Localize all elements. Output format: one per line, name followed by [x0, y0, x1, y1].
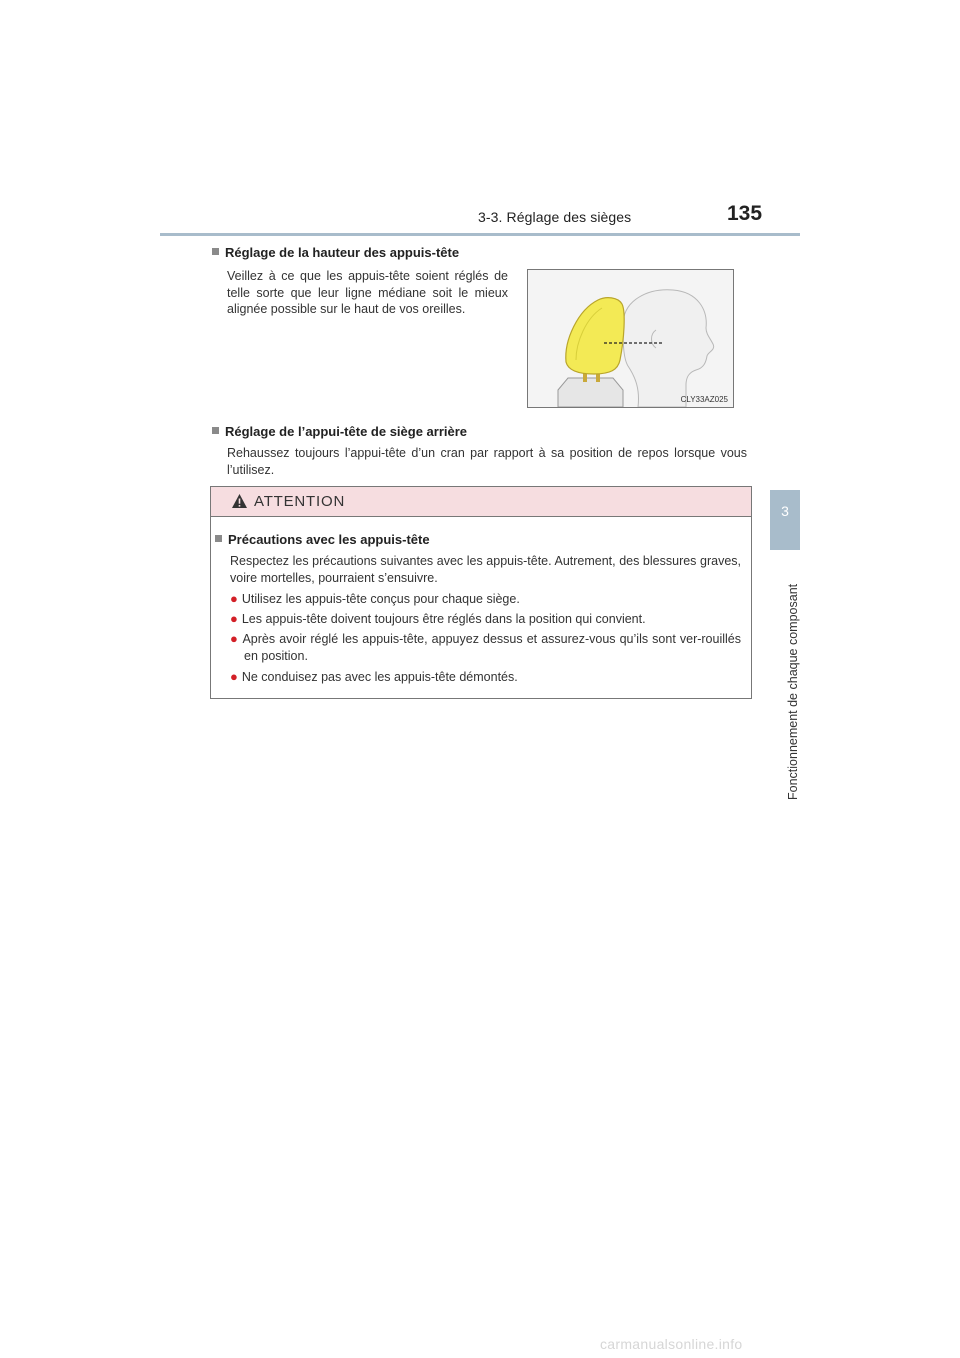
caution-bullet: ● Après avoir réglé les appuis-tête, appuyez dessus et assurez-vous qu’ils sont ver-rouillés en position.	[230, 631, 741, 663]
caution-bullet: ● Utilisez les appuis-tête conçus pour chaque siège.	[230, 591, 520, 606]
square-bullet-icon	[212, 248, 219, 255]
caution-header	[211, 487, 751, 517]
caution-box	[210, 486, 752, 699]
chapter-number: 3	[781, 503, 789, 519]
caution-title: ATTENTION	[254, 493, 346, 510]
headrest-illustration	[527, 269, 734, 408]
chapter-tab	[770, 490, 800, 550]
headrest-diagram	[528, 270, 733, 407]
section-title: 3-3. Réglage des sièges	[478, 209, 632, 225]
section-body-rear: Rehaussez toujours l’appui-tête d’un cran par rapport à sa position de repos lorsque vous l’utilisez.	[227, 446, 747, 477]
round-bullet-icon: ●	[230, 669, 238, 684]
round-bullet-icon: ●	[230, 631, 239, 646]
figure-code: CLY33AZ025	[680, 395, 728, 404]
square-bullet-icon	[212, 427, 219, 434]
caution-subheading: Précautions avec les appuis-tête	[215, 532, 430, 547]
section-heading-rear: Réglage de l’appui-tête de siège arrière	[212, 424, 467, 439]
round-bullet-icon: ●	[230, 591, 238, 606]
section-body-height: Veillez à ce que les appuis-tête soient réglés de telle sorte que leur ligne médiane soit le mieux alignée possible sur le haut de vos oreilles.	[227, 269, 508, 316]
watermark: carmanualsonline.info	[600, 1336, 743, 1352]
caution-bullet: ● Les appuis-tête doivent toujours être réglés dans la position qui convient.	[230, 611, 646, 626]
chapter-title: Fonctionnement de chaque composant	[786, 583, 800, 800]
square-bullet-icon	[215, 535, 222, 542]
warning-icon	[231, 493, 248, 509]
caution-bullet: ● Ne conduisez pas avec les appuis-tête démontés.	[230, 669, 518, 684]
page-number: 135	[727, 202, 763, 225]
caution-intro: Respectez les précautions suivantes avec les appuis-tête. Autrement, des blessures graves, voire mortelles, pourraient s’ensuivre.	[230, 554, 741, 585]
header-divider	[160, 233, 800, 236]
round-bullet-icon: ●	[230, 611, 238, 626]
section-heading-height: Réglage de la hauteur des appuis-tête	[212, 245, 459, 260]
